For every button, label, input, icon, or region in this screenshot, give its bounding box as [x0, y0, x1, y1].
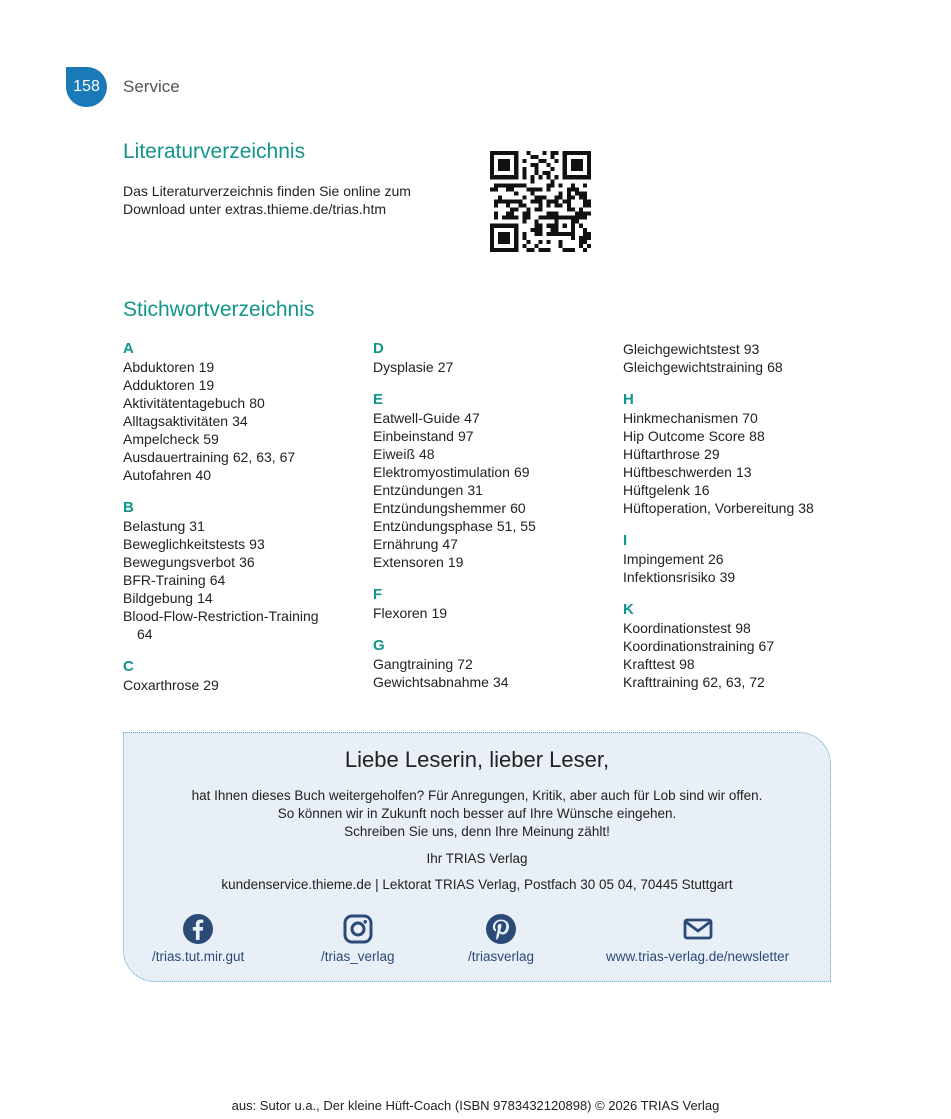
reader-feedback-box: [123, 732, 831, 982]
index-term: Blood-Flow-Restriction-Training: [123, 608, 319, 624]
index-term: Belastung: [123, 518, 186, 534]
index-term: Eatwell-Guide: [373, 410, 461, 426]
newsletter-link[interactable]: [606, 913, 789, 964]
index-group: [373, 340, 613, 376]
index-entry: [123, 553, 363, 571]
page-number-badge: 158: [66, 67, 107, 107]
index-entry: [123, 517, 363, 535]
index-pages: 19: [198, 359, 215, 375]
index-term: Entzündungen: [373, 482, 464, 498]
index-term: Koordinationstraining: [623, 638, 755, 654]
index-term: Extensoren: [373, 554, 444, 570]
index-term: Hüftbeschwerden: [623, 464, 732, 480]
index-term: Bildgebung: [123, 590, 194, 606]
index-entry: [373, 673, 613, 691]
index-term: Abduktoren: [123, 359, 195, 375]
index-letter: G: [373, 637, 385, 654]
index-entry: [623, 499, 863, 517]
index-term: Eiweiß: [373, 446, 416, 462]
index-entry: [623, 340, 863, 358]
index-term: Hüftgelenk: [623, 482, 690, 498]
index-pages: 51, 55: [496, 518, 536, 534]
index-pages: 19: [447, 554, 464, 570]
index-entry: [623, 427, 863, 445]
index-pages: 16: [693, 482, 710, 498]
index-entry: [623, 619, 863, 637]
index-pages: 67: [758, 638, 775, 654]
index-entry: [623, 550, 863, 568]
literature-text: [123, 182, 411, 218]
index-entry: [623, 358, 863, 376]
index-term: Dysplasie: [373, 359, 434, 375]
index-term: Einbeinstand: [373, 428, 454, 444]
index-entry: [123, 571, 363, 589]
index-letter: A: [123, 340, 134, 357]
index-entry: [623, 445, 863, 463]
facebook-link[interactable]: [152, 913, 244, 964]
index-term: Beweglichkeitstests: [123, 536, 246, 552]
index-term: Entzündungsphase: [373, 518, 493, 534]
index-letter: D: [373, 340, 384, 357]
index-term: Entzündungshemmer: [373, 500, 507, 516]
index-entry: [373, 655, 613, 673]
index-pages: 36: [239, 554, 255, 570]
index-term: Hüftarthrose: [623, 446, 701, 462]
facebook-label: /trias.tut.mir.gut: [152, 949, 245, 964]
index-pages: 29: [203, 677, 219, 693]
index-term: Flexoren: [373, 605, 428, 621]
index-term: Bewegungsverbot: [123, 554, 236, 570]
index-pages: 64: [209, 572, 226, 588]
index-entry: [123, 394, 363, 412]
index-entry: [373, 535, 613, 553]
literature-line: Das Literaturverzeichnis finden Sie online zum: [123, 183, 411, 199]
index-pages: 70: [742, 410, 758, 426]
index-entry: [623, 655, 863, 673]
facebook-icon: [182, 913, 214, 945]
index-pages: 34: [492, 674, 509, 690]
index-term: Elektromyostimulation: [373, 464, 510, 480]
index-pages: 19: [431, 605, 448, 621]
index-entry: [123, 607, 363, 643]
index-pages: 98: [679, 656, 695, 672]
index-column-2: [373, 340, 613, 706]
index-pages: 31: [467, 482, 483, 498]
index-pages: 47: [464, 410, 480, 426]
instagram-link[interactable]: [321, 913, 395, 964]
index-group: [623, 601, 863, 691]
index-letter: K: [623, 601, 634, 618]
index-pages: 19: [198, 377, 215, 393]
index-term: Gleichgewichtstest: [623, 341, 740, 357]
reader-box-contact[interactable]: kundenservice.thieme.de | Lektorat TRIAS Verlag, Postfach 30 05 04, 70445 Stuttgart: [221, 877, 733, 892]
index-entry: [123, 430, 363, 448]
index-pages: 93: [249, 536, 265, 552]
index-entry: [373, 445, 613, 463]
index-term: Alltagsaktivitäten: [123, 413, 229, 429]
index-pages: 62, 63, 72: [702, 674, 765, 690]
reader-box-line: Schreiben Sie uns, denn Ihre Meinung zählt!: [344, 824, 610, 839]
index-pages: 59: [203, 431, 219, 447]
index-entry: [623, 637, 863, 655]
index-letter: I: [623, 532, 628, 549]
index-letter: B: [123, 499, 134, 516]
index-term: Krafttest: [623, 656, 676, 672]
qr-code-icon[interactable]: [490, 151, 591, 252]
index-entry: [373, 358, 613, 376]
index-column-3: [623, 340, 863, 706]
index-pages: 93: [743, 341, 760, 357]
reader-box-signature: Ihr TRIAS Verlag: [426, 851, 528, 866]
index-letter: F: [373, 586, 383, 603]
index-entry: [623, 463, 863, 481]
index-column-1: [123, 340, 363, 709]
index-letter: H: [623, 391, 634, 408]
index-pages: 47: [442, 536, 458, 552]
index-pages: 80: [249, 395, 265, 411]
index-term: Gangtraining: [373, 656, 454, 672]
index-entry: [373, 604, 613, 622]
index-term: Hip Outcome Score: [623, 428, 746, 444]
index-entry: [123, 535, 363, 553]
index-group: [373, 586, 613, 622]
index-term: Ernährung: [373, 536, 439, 552]
mail-icon: [682, 913, 714, 945]
index-entry: [373, 463, 613, 481]
reader-box-title: Liebe Leserin, lieber Leser,: [344, 747, 610, 772]
footer-citation: aus: Sutor u.a., Der kleine Hüft-Coach (ISBN 9783432120898) © 2026 TRIAS Verlag: [231, 1098, 720, 1113]
index-term: Hinkmechanismen: [623, 410, 739, 426]
index-group: [373, 391, 613, 571]
newsletter-label: www.trias-verlag.de/newsletter: [606, 949, 790, 964]
index-group: [123, 658, 363, 694]
index-entry: [373, 553, 613, 571]
instagram-icon: [342, 913, 374, 945]
pinterest-link[interactable]: [468, 913, 534, 964]
index-pages: 34: [232, 413, 248, 429]
index-entry: [123, 589, 363, 607]
index-entry: [123, 412, 363, 430]
index-pages: 39: [719, 569, 736, 585]
index-term: BFR-Training: [123, 572, 206, 588]
reader-box-line: hat Ihnen dieses Buch weitergeholfen? Für Anregungen, Kritik, aber auch für Lob sind wir offen.: [191, 788, 763, 803]
pinterest-label: /triasverlag: [468, 949, 535, 964]
index-group: [623, 340, 863, 376]
index-pages: 64: [137, 626, 153, 642]
index-term: Adduktoren: [123, 377, 195, 393]
instagram-label: /trias_verlag: [321, 949, 395, 964]
index-pages: 26: [707, 551, 724, 567]
literature-line: Download unter extras.thieme.de/trias.htm: [123, 201, 387, 217]
index-group: [123, 340, 363, 484]
index-entry: [373, 409, 613, 427]
index-term: Aktivitätentagebuch: [123, 395, 246, 411]
index-group: [123, 499, 363, 643]
index-term: Ausdauertraining: [123, 449, 229, 465]
index-pages: 31: [189, 518, 205, 534]
index-pages: 60: [510, 500, 526, 516]
index-pages: 69: [513, 464, 530, 480]
index-entry: [373, 427, 613, 445]
index-term: Gewichtsabnahme: [373, 674, 489, 690]
index-pages: 97: [457, 428, 474, 444]
index-entry: [623, 481, 863, 499]
index-heading: Stichwortverzeichnis: [123, 298, 315, 321]
index-term: Coxarthrose: [123, 677, 200, 693]
index-term: Autofahren: [123, 467, 192, 483]
index-pages: 98: [735, 620, 751, 636]
index-letter: E: [373, 391, 384, 408]
index-term: Krafttraining: [623, 674, 699, 690]
index-term: Koordinationstest: [623, 620, 732, 636]
index-pages: 13: [735, 464, 752, 480]
reader-box-line: So können wir in Zukunft noch besser auf Ihre Wünsche eingehen.: [277, 806, 677, 821]
index-term: Infektionsrisiko: [623, 569, 716, 585]
index-entry: [123, 358, 363, 376]
index-pages: 27: [437, 359, 454, 375]
section-label: Service: [123, 77, 180, 96]
index-entry: [623, 568, 863, 586]
index-entry: [623, 409, 863, 427]
index-pages: 72: [457, 656, 473, 672]
literature-heading: Literaturverzeichnis: [123, 140, 306, 163]
index-term: Impingement: [623, 551, 704, 567]
index-entry: [373, 517, 613, 535]
index-pages: 48: [419, 446, 435, 462]
index-entry: [373, 481, 613, 499]
index-entry: [123, 448, 363, 466]
index-pages: 38: [798, 500, 814, 516]
index-term: Hüftoperation, Vorbereitung: [623, 500, 795, 516]
index-letter: C: [123, 658, 134, 675]
reader-box-body: [124, 787, 830, 841]
index-pages: 62, 63, 67: [232, 449, 296, 465]
index-pages: 14: [197, 590, 213, 606]
index-term: Ampelcheck: [123, 431, 200, 447]
index-group: [373, 637, 613, 691]
index-group: [623, 391, 863, 517]
index-entry: [123, 676, 363, 694]
index-pages: 40: [195, 467, 212, 483]
index-entry: [123, 376, 363, 394]
index-group: [623, 532, 863, 586]
index-entry: [373, 499, 613, 517]
index-pages: 29: [704, 446, 720, 462]
index-pages: 68: [767, 359, 783, 375]
index-entry: [123, 466, 363, 484]
index-pages: 88: [749, 428, 765, 444]
index-term: Gleichgewichtstraining: [623, 359, 764, 375]
pinterest-icon: [485, 913, 517, 945]
index-entry: [623, 673, 863, 691]
